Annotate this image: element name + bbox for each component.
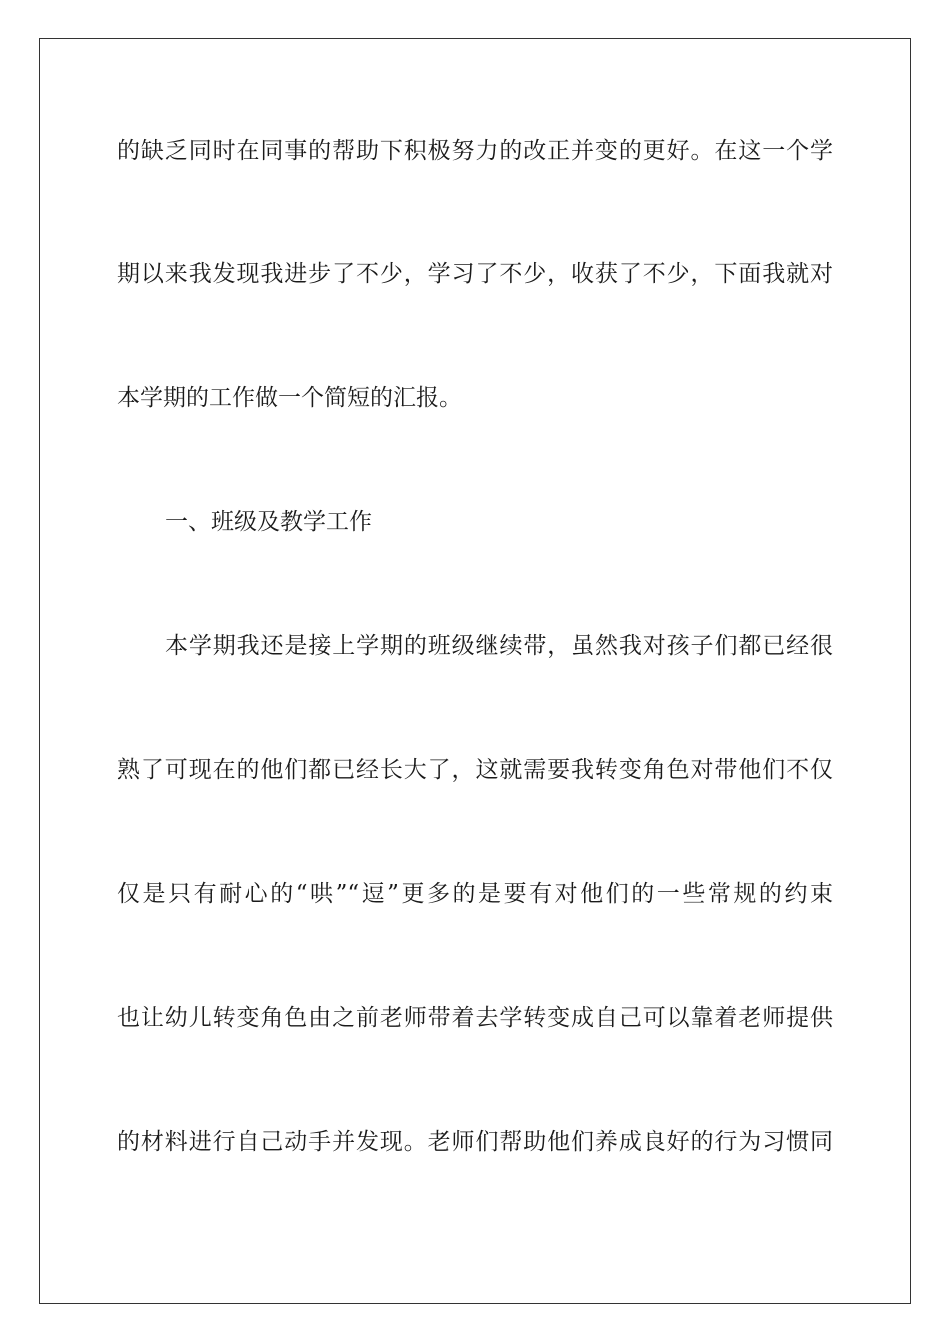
paragraph-line: 的缺乏同时在同事的帮助下积极努力的改正并变的更好。在这一个学	[117, 138, 833, 164]
paragraph-line: 熟了可现在的他们都已经长大了，这就需要我转变角色对带他们不仅	[117, 757, 833, 783]
paragraph-line: 期以来我发现我进步了不少，学习了不少，收获了不少，下面我就对	[117, 261, 833, 287]
section-heading: 一、班级及教学工作	[165, 509, 372, 535]
paragraph-line: 本学期的工作做一个简短的汇报。	[117, 385, 462, 411]
paragraph-line: 本学期我还是接上学期的班级继续带，虽然我对孩子们都已经很	[165, 633, 833, 659]
paragraph-line: 仅是只有耐心的“哄”“逗”更多的是要有对他们的一些常规的约束	[117, 881, 833, 907]
page-border	[39, 38, 911, 1304]
paragraph-line: 的材料进行自己动手并发现。老师们帮助他们养成良好的行为习惯同	[117, 1129, 833, 1155]
paragraph-line: 也让幼儿转变角色由之前老师带着去学转变成自己可以靠着老师提供	[117, 1005, 833, 1031]
